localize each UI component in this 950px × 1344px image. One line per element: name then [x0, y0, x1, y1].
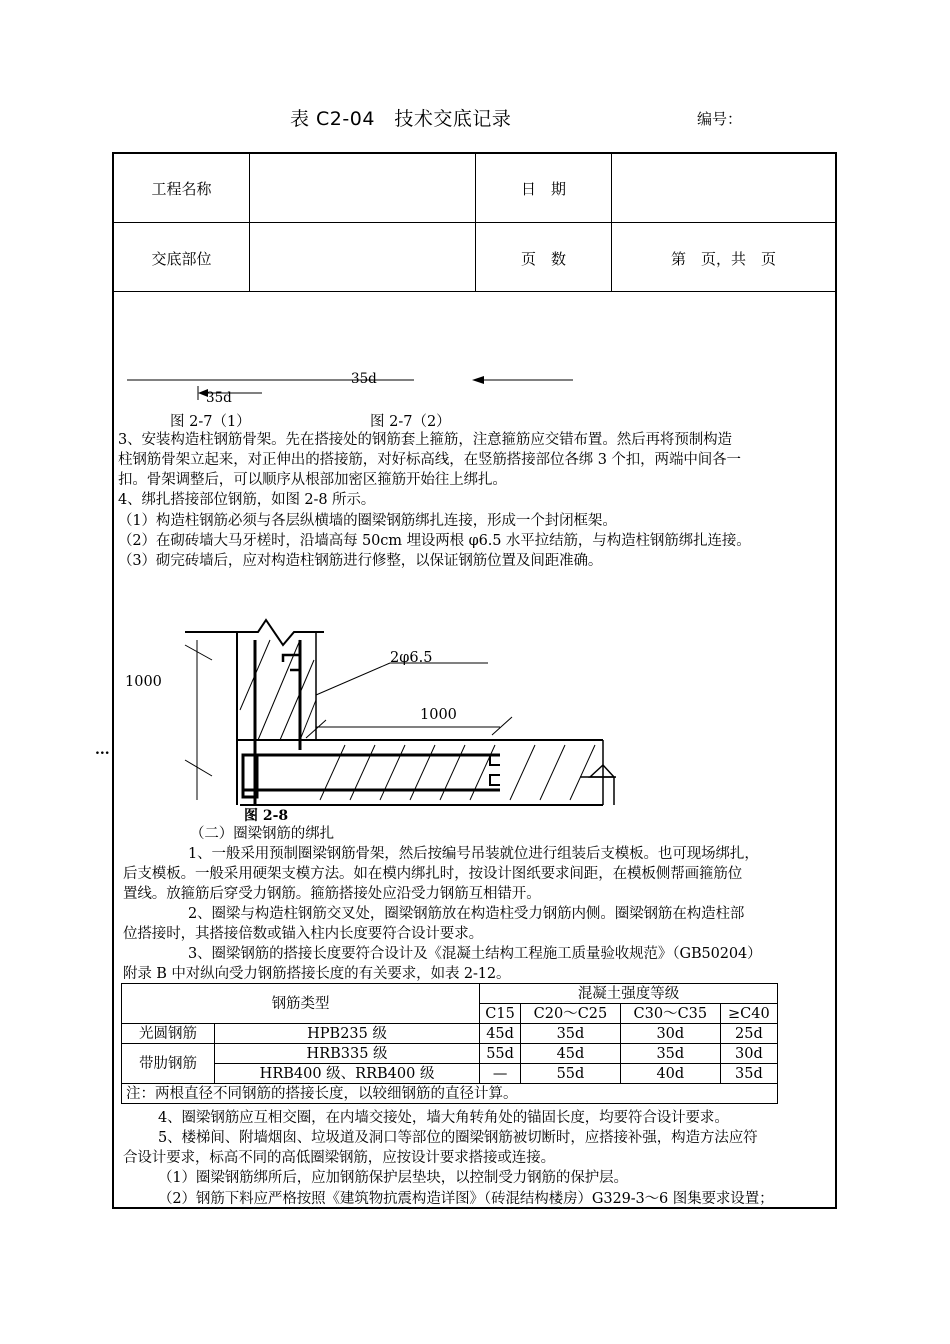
ellipsis-mark: ...	[95, 742, 110, 758]
paragraph-line: 4、绑扎搭接部位钢筋，如图 2-8 所示。	[118, 492, 376, 508]
paragraph-line: 扣。骨架调整后，可以顺序从根部加密区箍筋开始往上绑扎。	[118, 472, 507, 488]
rebar-group: 带肋钢筋	[122, 1044, 215, 1084]
table-cell: 45d	[480, 1024, 521, 1044]
table-row	[122, 1064, 778, 1084]
paragraph-line: 附录 B 中对纵向受力钢筋搭接长度的有关要求，如表 2-12。	[123, 966, 511, 982]
paragraph-line: 5、楼梯间、附墙烟囱、垃圾道及洞口等部位的圈梁钢筋被切断时，应搭接补强，构造方法应符	[158, 1130, 758, 1146]
table-cell: 25d	[720, 1024, 777, 1044]
figure-2-7	[0, 0, 950, 420]
section-title: （二）圈梁钢筋的绑扎	[190, 826, 334, 842]
paragraph-line: （2）在砌砖墙大马牙槎时，沿墙高每 50cm 埋设两根 φ6.5 水平拉结筋，与构造柱钢筋绑扎连接。	[118, 533, 751, 549]
dim-35d-top: 35d	[351, 371, 377, 387]
rebar-spec-label: 2φ6.5	[390, 650, 433, 666]
caption-fig-2-8: 图 2-8	[244, 808, 289, 824]
table-cell: 30d	[720, 1044, 777, 1064]
grade-header: ≥C40	[720, 1004, 777, 1024]
table-cell: 35d	[720, 1064, 777, 1084]
dim-1000-right: 1000	[420, 707, 457, 723]
serial-number-label: 编号：	[697, 110, 743, 128]
header-concrete-grade: 混凝土强度等级	[480, 984, 778, 1004]
paragraph-line: 3、圈梁钢筋的搭接长度要符合设计及《混凝土结构工程施工质量验收规范》（GB50204）	[188, 946, 762, 962]
grade-header: C30～C35	[620, 1004, 720, 1024]
paragraph-line: （3）砌完砖墙后，应对构造柱钢筋进行修整，以保证钢筋位置及间距准确。	[118, 553, 603, 569]
paragraph-line: 位搭接时，其搭接倍数或锚入柱内长度要符合设计要求。	[123, 926, 483, 942]
paragraph-line: 1、一般采用预制圈梁钢筋骨架，然后按编号吊装就位进行组装后支模板。也可现场绑扎，	[188, 846, 759, 862]
paragraph-line: 合设计要求，标高不同的高低圈梁钢筋，应按设计要求搭接或连接。	[123, 1150, 555, 1166]
date-label: 日 期	[520, 180, 566, 198]
arrow-head	[472, 376, 484, 384]
paragraph-line: 柱钢筋骨架立起来，对正伸出的搭接筋，对好标高线，在竖筋搭接部位各绑 3 个扣，两端中间各一	[118, 452, 741, 468]
rebar-type: HRB335 级	[215, 1044, 480, 1064]
stirrup-hook	[283, 655, 300, 670]
header-rebar-type: 钢筋类型	[122, 984, 480, 1024]
table-cell: 55d	[480, 1044, 521, 1064]
paragraph-line: （2）钢筋下料应严格按照《建筑物抗震构造详图》（砖混结构楼房）G329-3～6 图集要求设置；	[158, 1191, 774, 1207]
rebar-type: HRB400 级、RRB400 级	[215, 1064, 480, 1084]
pages-label: 页 数	[520, 250, 566, 268]
paragraph-line: 置线。放箍筋后穿受力钢筋。箍筋搭接处应沿受力钢筋互相错开。	[123, 886, 541, 902]
grade-header: C20～C25	[521, 1004, 621, 1024]
table-cell: 35d	[521, 1024, 621, 1044]
project-name-label: 工程名称	[151, 180, 212, 198]
table-row	[122, 1024, 778, 1044]
paragraph-line: 4、圈梁钢筋应互相交圈，在内墙交接处，墙大角转角处的锚固长度，均要符合设计要求。	[158, 1110, 729, 1126]
figure-2-8	[0, 600, 950, 830]
paragraph-line: 3、安装构造柱钢筋骨架。先在搭接处的钢筋套上箍筋，注意箍筋应交错布置。然后再将预制构造	[118, 432, 732, 448]
table-cell: —	[480, 1064, 521, 1084]
table-cell: 30d	[620, 1024, 720, 1044]
table-cell: 55d	[521, 1064, 621, 1084]
page-title: 表 C2-04 技术交底记录	[290, 108, 512, 130]
caption-fig-2-7-1: 图 2-7（1）	[170, 414, 251, 430]
location-label: 交底部位	[151, 250, 212, 268]
table-cell: 40d	[620, 1064, 720, 1084]
table-cell: 45d	[521, 1044, 621, 1064]
lap-length-table	[121, 983, 778, 1104]
dim-1000-left: 1000	[125, 674, 162, 690]
paragraph-line: （1）圈梁钢筋绑所后，应加钢筋保护层垫块，以控制受力钢筋的保护层。	[158, 1170, 628, 1186]
rebar-group: 光圆钢筋	[122, 1024, 215, 1044]
caption-fig-2-7-2: 图 2-7（2）	[370, 414, 451, 430]
table-cell: 35d	[620, 1044, 720, 1064]
paragraph-line: 后支模板。一般采用硬架支模方法。如在模内绑扎时，按设计图纸要求间距，在模板侧帮画箍筋位	[123, 866, 743, 882]
table-row	[122, 1044, 778, 1064]
dim-35d-bottom: 35d	[206, 390, 232, 406]
paragraph-line: 2、圈梁与构造柱钢筋交叉处，圈梁钢筋放在构造柱受力钢筋内侧。圈梁钢筋在构造柱部	[188, 906, 745, 922]
rebar-type: HPB235 级	[215, 1024, 480, 1044]
pages-value: 第 页，共 页	[670, 250, 776, 268]
table-note: 注：两根直径不同钢筋的搭接长度，以较细钢筋的直径计算。	[122, 1084, 778, 1104]
paragraph-line: （1）构造柱钢筋必须与各层纵横墙的圈梁钢筋绑扎连接，形成一个封闭框架。	[118, 513, 617, 529]
grade-header: C15	[480, 1004, 521, 1024]
